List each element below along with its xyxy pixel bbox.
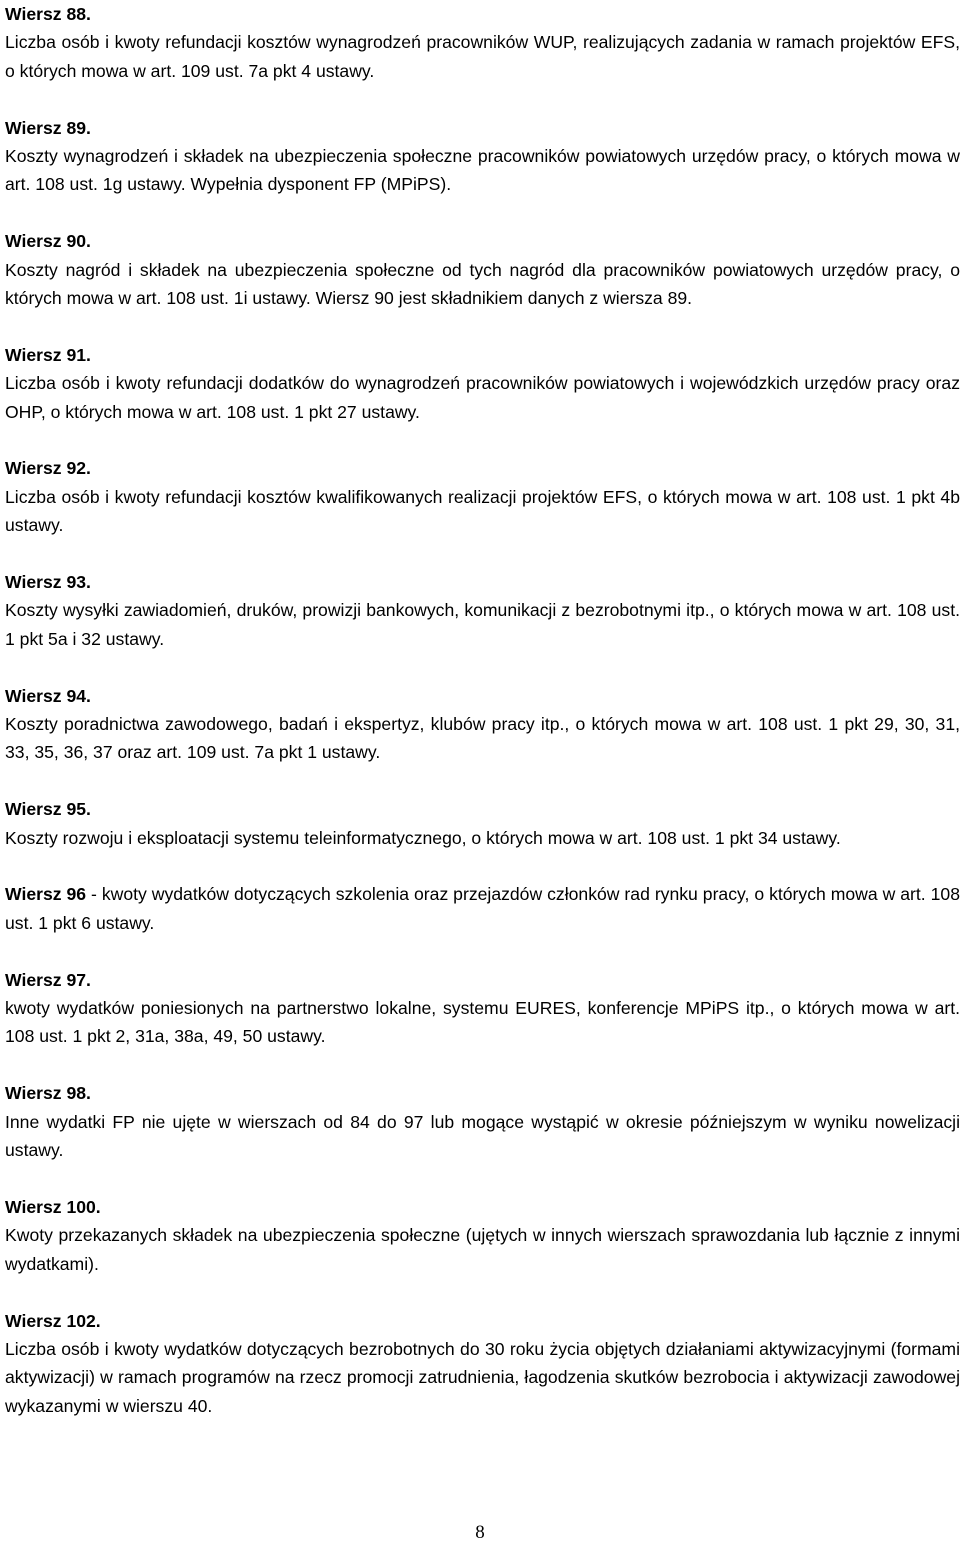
spacer	[5, 426, 960, 454]
entry-title: Wiersz 100.	[5, 1196, 101, 1217]
entry-title: Wiersz 94.	[5, 685, 91, 706]
spacer	[5, 540, 960, 568]
spacer	[5, 1278, 960, 1306]
entry-body: Inne wydatki FP nie ujęte w wierszach od 84 do 97 lub mogące wystąpić w okresie późniejszym w wyniku nowelizacji ustawy.	[5, 1111, 960, 1161]
entry-wiersz-95	[5, 795, 960, 852]
entry-body: Liczba osób i kwoty refundacji kosztów kwalifikowanych realizacji projektów EFS, o których mowa w art. 108 ust. 1 pkt 4b ustawy.	[5, 486, 960, 536]
entry-wiersz-97	[5, 966, 960, 1051]
spacer	[5, 852, 960, 880]
entry-title: Wiersz 88.	[5, 4, 91, 24]
spacer	[5, 937, 960, 965]
entry-title: Wiersz 96	[5, 884, 87, 905]
entry-wiersz-88	[5, 0, 960, 85]
entry-wiersz-91	[5, 341, 960, 426]
entry-body: Kwoty przekazanych składek na ubezpieczenia społeczne (ujętych w innych wierszach sprawozdania lub łącznie z innymi wydatkami).	[5, 1225, 960, 1274]
entry-wiersz-102	[5, 1307, 960, 1421]
entry-title: Wiersz 91.	[5, 344, 91, 365]
entry-title: Wiersz 98.	[5, 1083, 91, 1104]
entry-title: Wiersz 102.	[5, 1310, 101, 1331]
entry-title: Wiersz 89.	[5, 117, 91, 138]
page-number: 8	[475, 1522, 485, 1543]
entry-body: Liczba osób i kwoty wydatków dotyczących bezrobotnych do 30 roku życia objętych działaniami aktywizacyjnymi (formami aktywizacji) w ramach programów na rzecz promocji zatrudnienia, łagodzenia skutków bezrobocia i aktywizacji zawodowej wykazanymi w wierszu 40.	[5, 1338, 960, 1416]
document-page	[5, 0, 960, 1420]
spacer	[5, 653, 960, 681]
entry-wiersz-96	[5, 880, 960, 937]
entry-title: Wiersz 93.	[5, 572, 91, 593]
entry-title: Wiersz 90.	[5, 231, 91, 252]
entry-body: Koszty wysyłki zawiadomień, druków, prowizji bankowych, komunikacji z bezrobotnymi itp., o których mowa w art. 108 ust. 1 pkt 5a i 32 ustawy.	[5, 600, 960, 649]
entry-body: Koszty nagród i składek na ubezpieczenia społeczne od tych nagród dla pracowników powiatowych urzędów pracy, o których mowa w art. 108 ust. 1i ustawy. Wiersz 90 jest składnikiem danych z wiersza 89.	[5, 259, 960, 309]
entry-body: kwoty wydatków poniesionych na partnerstwo lokalne, systemu EURES, konferencje MPiPS itp., o których mowa w art. 108 ust. 1 pkt 2, 31a, 38a, 49, 50 ustawy.	[5, 998, 960, 1047]
spacer	[5, 1165, 960, 1193]
spacer	[5, 199, 960, 227]
entry-body: - kwoty wydatków dotyczących szkolenia oraz przejazdów członków rad rynku pracy, o których mowa w art. 108 ust. 1 pkt 6 ustawy.	[5, 884, 960, 933]
entry-title: Wiersz 95.	[5, 799, 91, 820]
spacer	[5, 312, 960, 340]
entry-body: Koszty poradnictwa zawodowego, badań i ekspertyz, klubów pracy itp., o których mowa w art. 108 ust. 1 pkt 29, 30, 31, 33, 35, 36, 37 oraz art. 109 ust. 7a pkt 1 ustawy.	[5, 714, 960, 763]
entry-wiersz-94	[5, 682, 960, 767]
spacer	[5, 767, 960, 795]
entry-title: Wiersz 97.	[5, 969, 91, 990]
entry-title: Wiersz 92.	[5, 458, 91, 479]
entry-wiersz-89	[5, 114, 960, 199]
spacer	[5, 85, 960, 113]
entry-body: Koszty wynagrodzeń i składek na ubezpieczenia społeczne pracowników powiatowych urzędów pracy, o których mowa w art. 108 ust. 1g ustawy. Wypełnia dysponent FP (MPiPS).	[5, 146, 960, 195]
entry-wiersz-98	[5, 1079, 960, 1164]
entry-wiersz-90	[5, 227, 960, 312]
entry-wiersz-92	[5, 454, 960, 539]
entry-wiersz-93	[5, 568, 960, 653]
entry-wiersz-100	[5, 1193, 960, 1278]
entry-body: Koszty rozwoju i eksploatacji systemu teleinformatycznego, o których mowa w art. 108 ust. 1 pkt 34 ustawy.	[5, 827, 841, 848]
spacer	[5, 1051, 960, 1079]
entry-body: Liczba osób i kwoty refundacji kosztów wynagrodzeń pracowników WUP, realizujących zadania w ramach projektów EFS, o których mowa w art. 109 ust. 7a pkt 4 ustawy.	[5, 32, 960, 81]
entry-body: Liczba osób i kwoty refundacji dodatków do wynagrodzeń pracowników powiatowych i wojewódzkich urzędów pracy oraz OHP, o których mowa w art. 108 ust. 1 pkt 27 ustawy.	[5, 373, 960, 422]
